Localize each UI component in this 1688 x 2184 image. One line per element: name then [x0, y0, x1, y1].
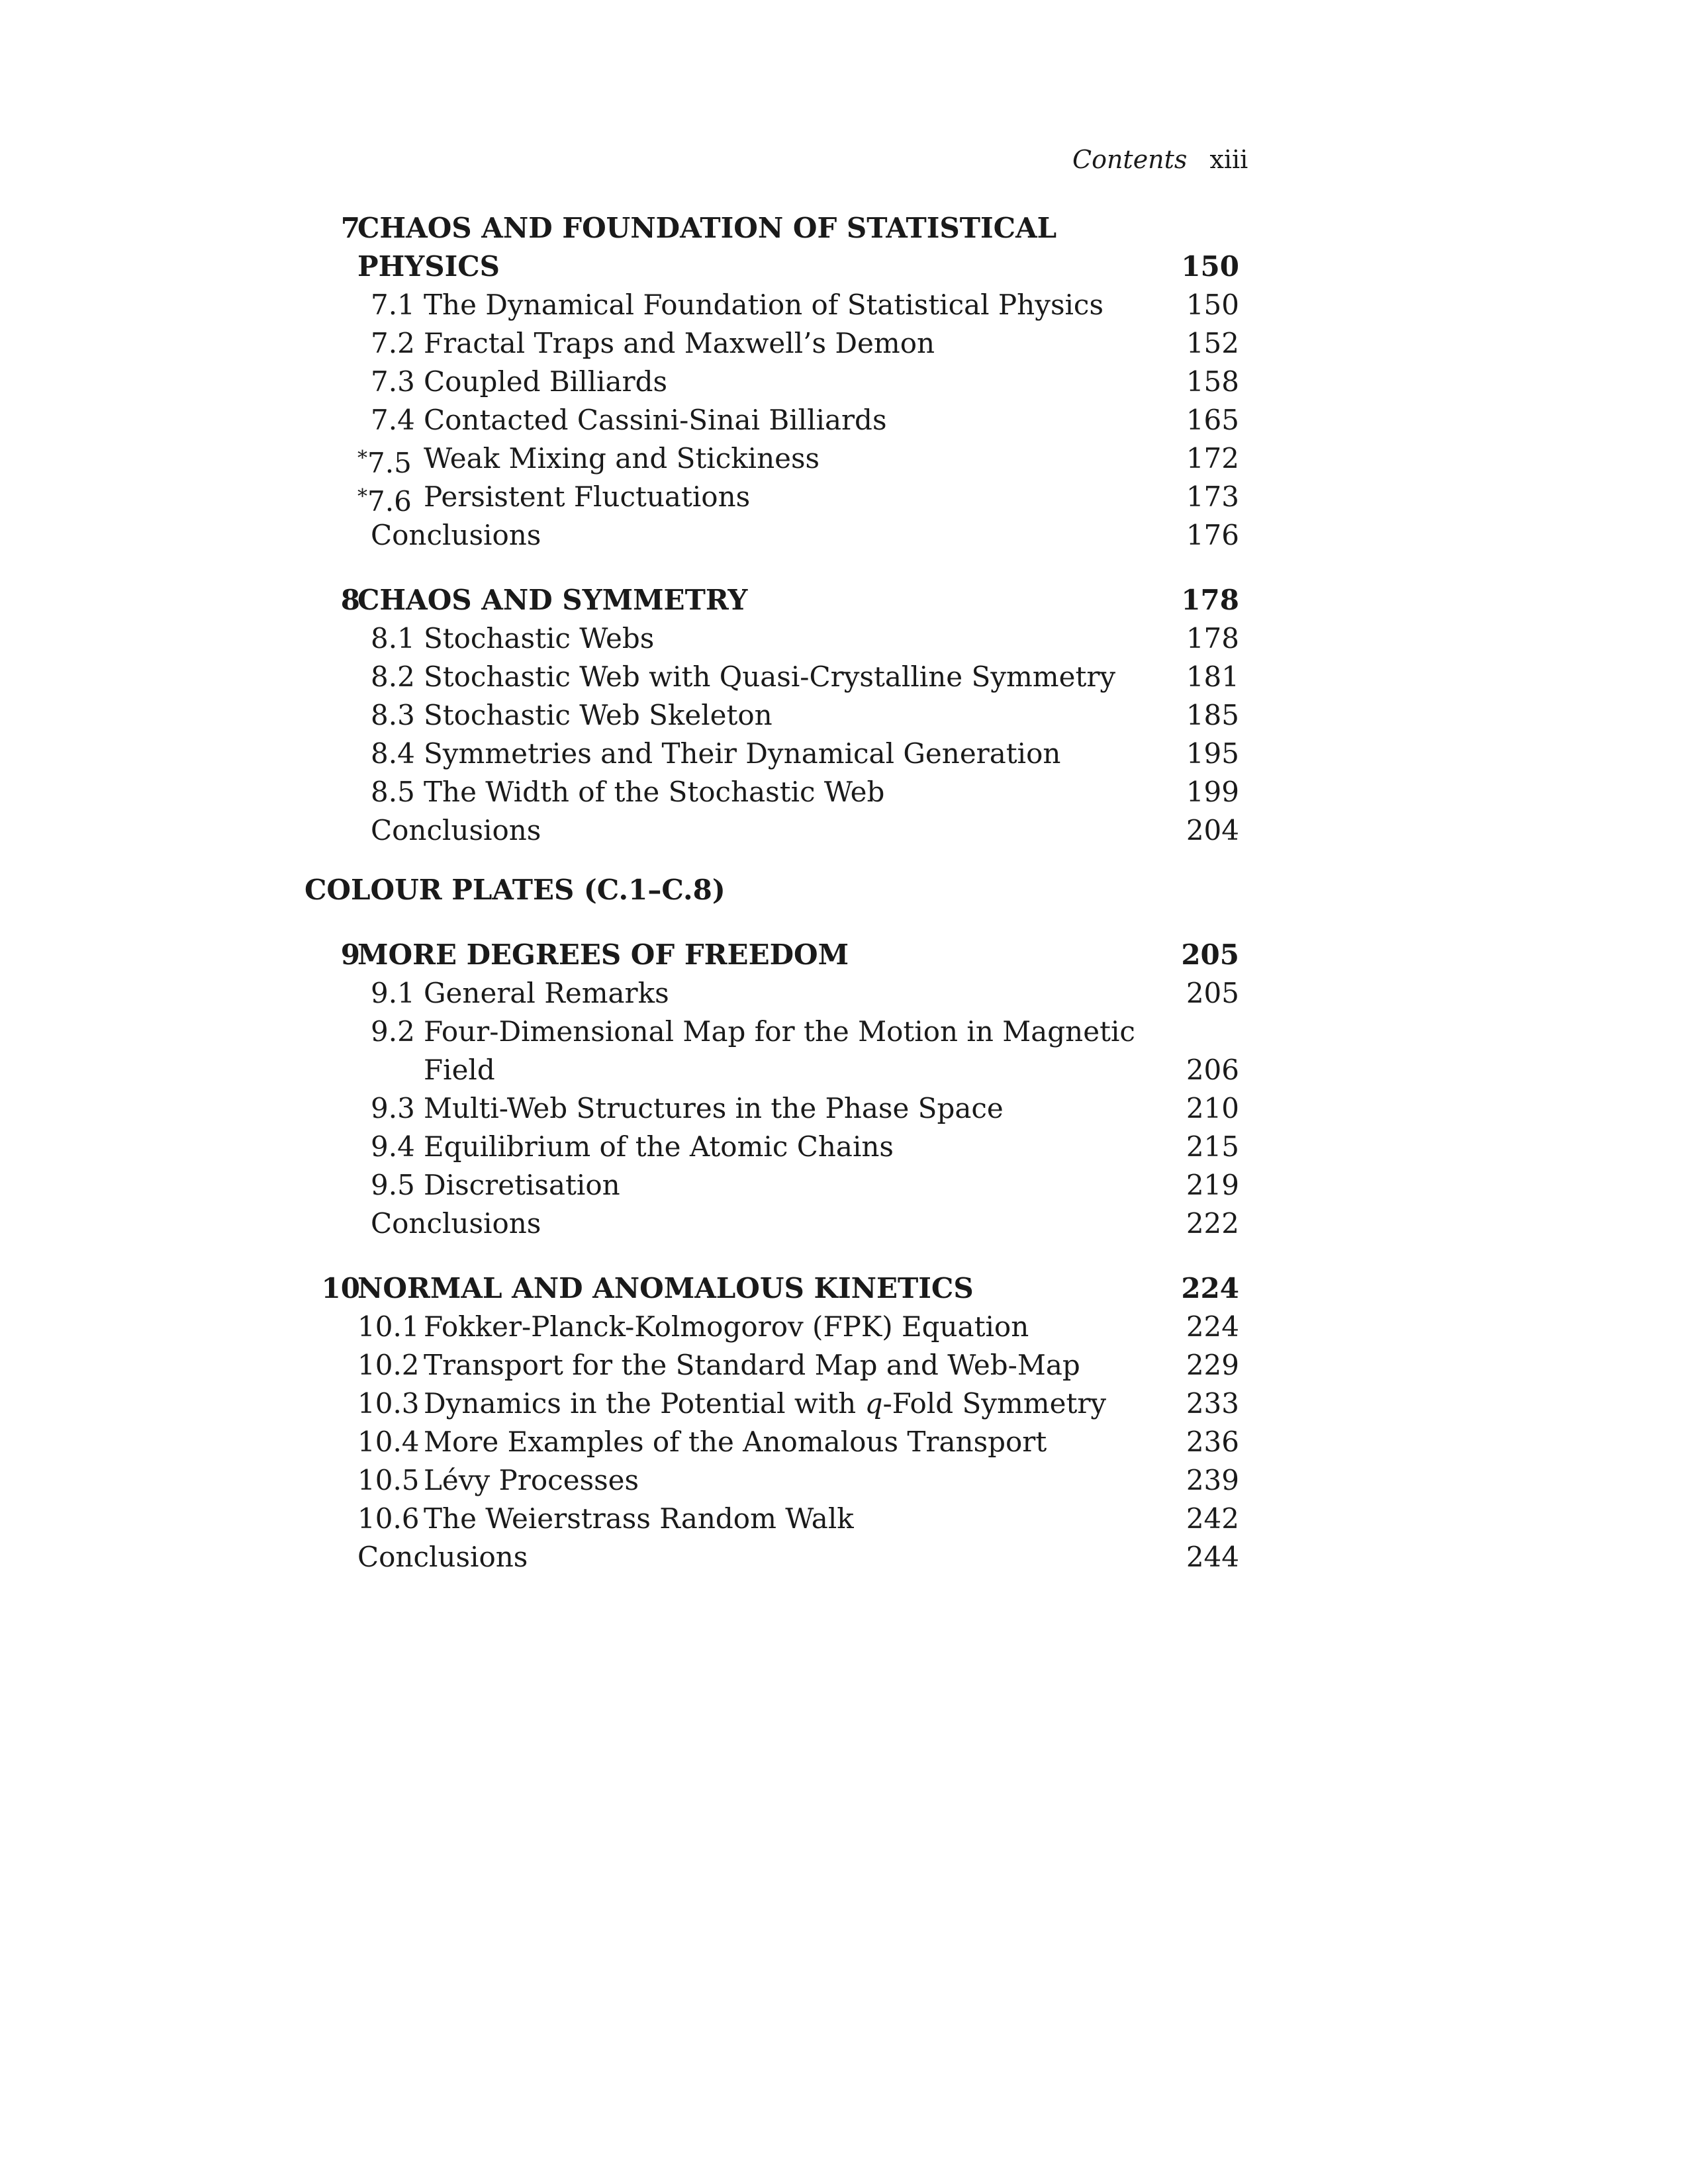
- chapter-7: [305, 209, 1239, 555]
- toc-entry[interactable]: [305, 1461, 1239, 1500]
- section-title: Stochastic Web Skeleton: [424, 699, 773, 731]
- section-number: 7.4: [371, 404, 415, 436]
- toc-entry[interactable]: [305, 974, 1239, 1013]
- section-title: Fokker-Planck-Kolmogorov (FPK) Equation: [424, 1310, 1029, 1343]
- toc-entry[interactable]: [305, 696, 1239, 735]
- section-page: 236: [1186, 1426, 1239, 1458]
- section-page: 204: [1186, 814, 1239, 846]
- toc-entry[interactable]: [305, 658, 1239, 696]
- section-number: 7.3: [371, 365, 415, 398]
- section-number: 10.1: [357, 1310, 420, 1343]
- math-variable-q: q: [865, 1387, 883, 1420]
- chapter-10: [305, 1269, 1239, 1576]
- section-number: *7.5: [357, 447, 412, 479]
- toc-entry-conclusions[interactable]: [305, 811, 1239, 850]
- section-page: 229: [1186, 1349, 1239, 1381]
- section-page: 152: [1186, 327, 1239, 359]
- colour-plates-heading[interactable]: [305, 871, 1239, 909]
- chapter-heading[interactable]: [305, 209, 1239, 248]
- toc-entry[interactable]: [305, 439, 1239, 478]
- toc-entry[interactable]: [305, 324, 1239, 363]
- section-title: Stochastic Web with Quasi-Crystalline Symmetry: [424, 660, 1116, 693]
- toc-entry[interactable]: [305, 1128, 1239, 1166]
- toc-entry[interactable]: [305, 401, 1239, 439]
- section-page: 165: [1186, 404, 1239, 436]
- section-number: 10.3: [357, 1387, 420, 1420]
- toc-entry[interactable]: [305, 735, 1239, 773]
- chapter-heading-cont[interactable]: [305, 248, 1239, 286]
- chapter-page: 150: [1181, 250, 1239, 283]
- section-number: 9.1: [371, 977, 415, 1009]
- section-page: 210: [1186, 1092, 1239, 1124]
- section-title: Persistent Fluctuations: [424, 480, 751, 513]
- section-number: 7.2: [371, 327, 415, 359]
- section-number: *7.6: [357, 485, 412, 518]
- chapter-number: 7: [340, 212, 360, 244]
- toc-entry[interactable]: [305, 1385, 1239, 1423]
- chapter-page: 205: [1181, 938, 1239, 971]
- toc-entry-cont[interactable]: [305, 1051, 1239, 1089]
- section-title: Weak Mixing and Stickiness: [424, 442, 820, 475]
- section-page: 181: [1186, 660, 1239, 693]
- section-number: 8.1: [371, 622, 415, 655]
- toc-entry-conclusions[interactable]: [305, 1538, 1239, 1576]
- chapter-number: 9: [340, 938, 360, 971]
- section-number: 8.3: [371, 699, 415, 731]
- running-header-title: Contents: [1072, 145, 1188, 174]
- conclusions-title: Conclusions: [357, 1541, 528, 1573]
- section-page: 233: [1186, 1387, 1239, 1420]
- section-page: 242: [1186, 1502, 1239, 1535]
- conclusions-title: Conclusions: [371, 814, 541, 846]
- toc-entry-conclusions[interactable]: [305, 1205, 1239, 1243]
- section-page: 158: [1186, 365, 1239, 398]
- chapter-number: 8: [340, 584, 360, 616]
- section-page: 176: [1186, 519, 1239, 551]
- colour-plates-title: COLOUR PLATES (C.1–C.8): [305, 874, 726, 906]
- section-page: 178: [1186, 622, 1239, 655]
- toc-entry-conclusions[interactable]: [305, 516, 1239, 555]
- section-number: 9.3: [371, 1092, 415, 1124]
- section-title: Symmetries and Their Dynamical Generation: [424, 737, 1061, 770]
- section-title: The Width of the Stochastic Web: [424, 776, 885, 808]
- chapter-title: CHAOS AND SYMMETRY: [357, 584, 748, 616]
- chapter-page: 178: [1181, 584, 1239, 616]
- toc-entry[interactable]: [305, 1089, 1239, 1128]
- toc-entry[interactable]: [305, 1500, 1239, 1538]
- section-page: 195: [1186, 737, 1239, 770]
- section-number: 10.5: [357, 1464, 420, 1496]
- chapter-heading[interactable]: [305, 581, 1239, 619]
- section-number: 10.2: [357, 1349, 420, 1381]
- section-number: 8.5: [371, 776, 415, 808]
- chapter-heading[interactable]: [305, 1269, 1239, 1308]
- section-page: 215: [1186, 1130, 1239, 1163]
- section-number: 7.1: [371, 289, 415, 321]
- section-page: 173: [1186, 480, 1239, 513]
- chapter-title: MORE DEGREES OF FREEDOM: [357, 938, 849, 971]
- section-number: 10.4: [357, 1426, 420, 1458]
- chapter-number: 10: [321, 1272, 360, 1304]
- section-page: 224: [1186, 1310, 1239, 1343]
- starred-mark: *: [357, 447, 367, 470]
- chapter-8: [305, 581, 1239, 850]
- section-title: Dynamics in the Potential with q-Fold Symmetry: [424, 1387, 1107, 1420]
- section-page: 222: [1186, 1207, 1239, 1240]
- chapter-heading[interactable]: [305, 936, 1239, 974]
- conclusions-title: Conclusions: [371, 519, 541, 551]
- section-page: 244: [1186, 1541, 1239, 1573]
- section-page: 199: [1186, 776, 1239, 808]
- section-page: 205: [1186, 977, 1239, 1009]
- section-title: Contacted Cassini-Sinai Billiards: [424, 404, 887, 436]
- toc-entry[interactable]: [305, 1013, 1239, 1051]
- section-page: 206: [1186, 1054, 1239, 1086]
- section-title: Coupled Billiards: [424, 365, 668, 398]
- section-title: Lévy Processes: [424, 1464, 639, 1496]
- section-title: The Dynamical Foundation of Statistical Physics: [424, 289, 1104, 321]
- section-page: 185: [1186, 699, 1239, 731]
- chapter-title: NORMAL AND ANOMALOUS KINETICS: [357, 1272, 974, 1304]
- section-title: Discretisation: [424, 1169, 620, 1201]
- section-page: 239: [1186, 1464, 1239, 1496]
- section-title: Fractal Traps and Maxwell’s Demon: [424, 327, 935, 359]
- section-page: 219: [1186, 1169, 1239, 1201]
- chapter-9: [305, 936, 1239, 1243]
- section-title-cont: Field: [424, 1054, 495, 1086]
- section-page: 172: [1186, 442, 1239, 475]
- toc-entry[interactable]: [305, 478, 1239, 516]
- toc-entry[interactable]: [305, 1423, 1239, 1461]
- section-title: Transport for the Standard Map and Web-Map: [424, 1349, 1080, 1381]
- section-title: Multi-Web Structures in the Phase Space: [424, 1092, 1004, 1124]
- section-number: 9.2: [371, 1015, 415, 1048]
- toc-entry[interactable]: [305, 1166, 1239, 1205]
- section-title: Four-Dimensional Map for the Motion in Magnetic: [424, 1015, 1135, 1048]
- chapter-page: 224: [1181, 1272, 1239, 1304]
- page-number: xiii: [1209, 145, 1248, 174]
- section-title: More Examples of the Anomalous Transport: [424, 1426, 1047, 1458]
- section-title: General Remarks: [424, 977, 669, 1009]
- toc-entry[interactable]: [305, 773, 1239, 811]
- section-number: 8.2: [371, 660, 415, 693]
- section-number: 8.4: [371, 737, 415, 770]
- section-number: 9.5: [371, 1169, 415, 1201]
- chapter-title: CHAOS AND FOUNDATION OF STATISTICAL: [357, 212, 1057, 244]
- toc-entry[interactable]: [305, 286, 1239, 324]
- section-title: The Weierstrass Random Walk: [424, 1502, 854, 1535]
- toc-entry[interactable]: [305, 1308, 1239, 1346]
- conclusions-title: Conclusions: [371, 1207, 541, 1240]
- toc-entry[interactable]: [305, 1346, 1239, 1385]
- chapter-title-cont: PHYSICS: [357, 250, 500, 283]
- section-number: 10.6: [357, 1502, 420, 1535]
- toc-entry[interactable]: [305, 619, 1239, 658]
- section-title: Equilibrium of the Atomic Chains: [424, 1130, 894, 1163]
- section-page: 150: [1186, 289, 1239, 321]
- running-header: [1072, 143, 1248, 176]
- section-title: Stochastic Webs: [424, 622, 655, 655]
- table-of-contents: [305, 209, 1239, 1603]
- starred-mark: *: [357, 485, 367, 508]
- section-number: 9.4: [371, 1130, 415, 1163]
- toc-entry[interactable]: [305, 363, 1239, 401]
